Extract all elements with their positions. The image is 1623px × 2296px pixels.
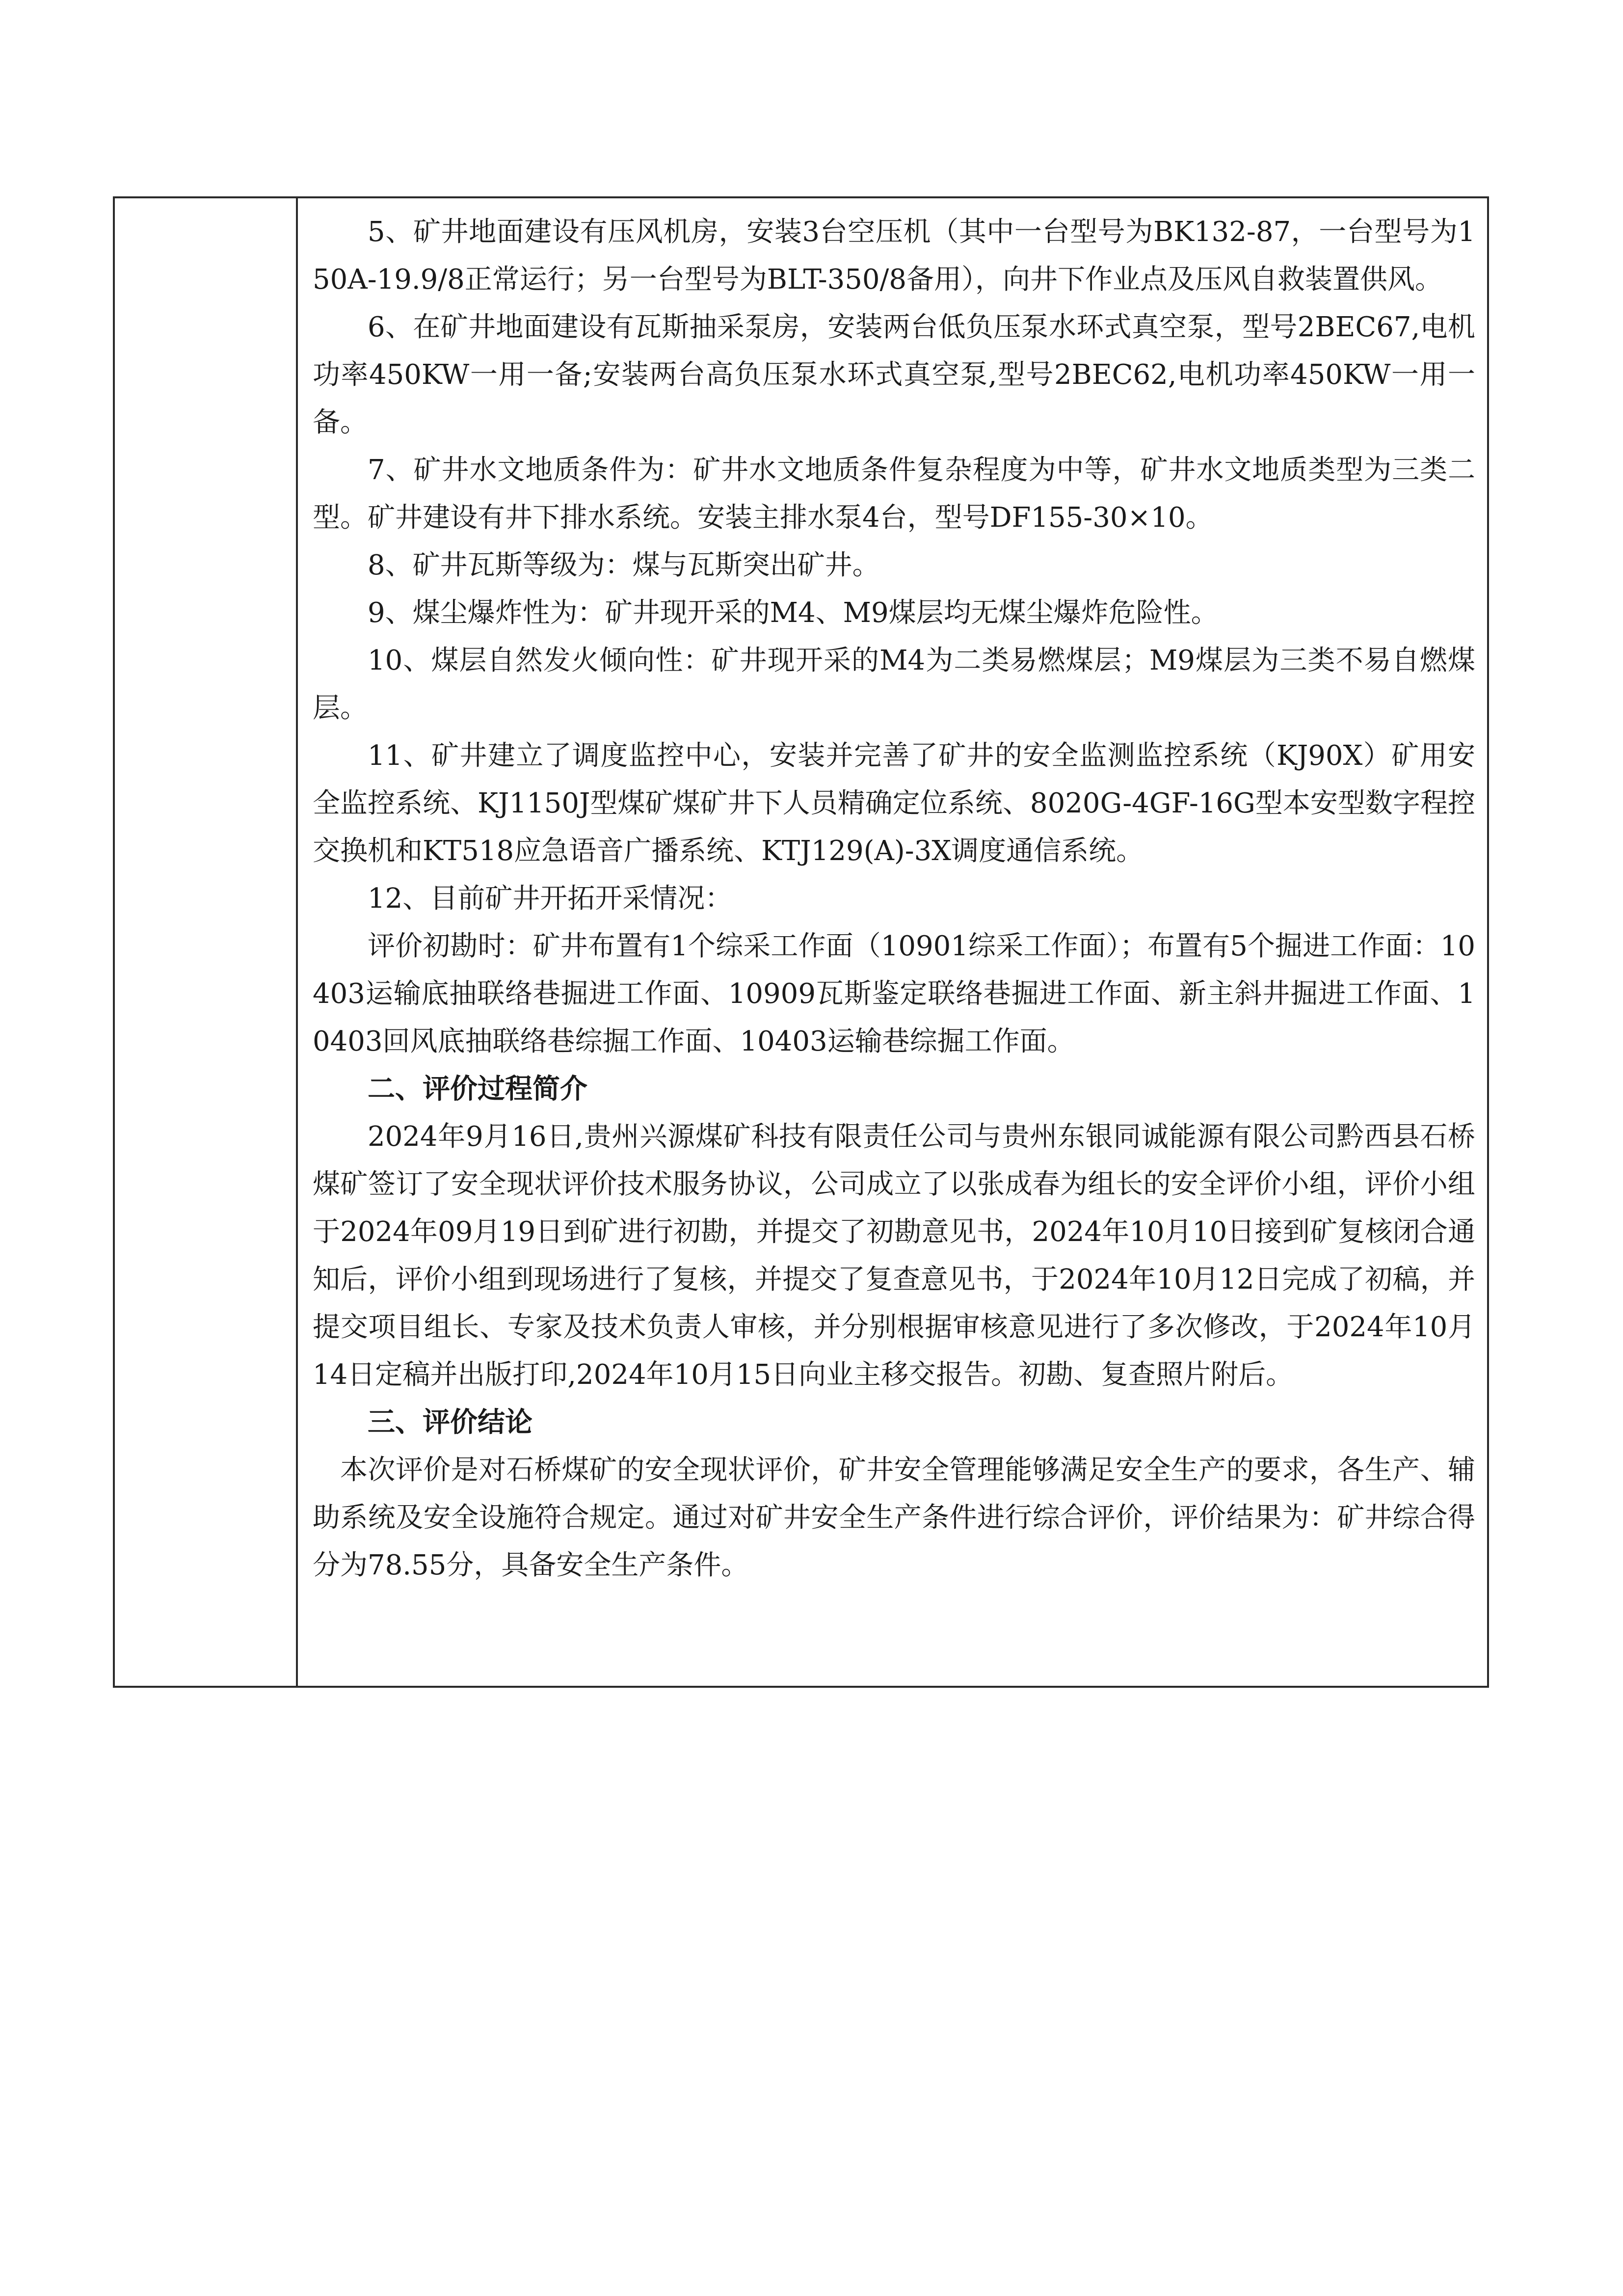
section-2-heading: 二、评价过程简介 [368,1073,587,1105]
initial-survey-paragraph: 评价初勘时：矿井布置有1个综采工作面（10901综采工作面）；布置有5个掘进工作面：10403运输底抽联络巷掘进工作面、10909瓦斯鉴定联络巷掘进工作面、新主斜井掘进工作面、10403回风底抽联络巷综掘工作面、10403运输巷综掘工作面。 [313,930,1475,1057]
item-10-paragraph: 10、煤层自然发火倾向性：矿井现开采的M4为二类易燃煤层；M9煤层为三类不易自燃煤层。 [313,645,1475,724]
table-label-cell [115,198,298,1686]
section-3-heading: 三、评价结论 [368,1406,532,1438]
section-3-text: 本次评价是对石桥煤矿的安全现状评价，矿井安全管理能够满足安全生产的要求，各生产、辅助系统及安全设施符合规定。通过对矿井安全生产条件进行综合评价，评价结果为：矿井综合得分为78.55分，具备安全生产条件。 [313,1454,1475,1581]
document-table [113,196,1489,1688]
item-11-paragraph: 11、矿井建立了调度监控中心，安装并完善了矿井的安全监测监控系统（KJ90X）矿用安全监控系统、KJ1150J型煤矿煤矿井下人员精确定位系统、8020G-4GF-16G型本安型数字程控交换机和KT518应急语音广播系统、KTJ129(A)-3X调度通信系统。 [313,740,1475,867]
item-6-paragraph: 6、在矿井地面建设有瓦斯抽采泵房，安装两台低负压泵水环式真空泵，型号2BEC67,电机功率450KW一用一备;安装两台高负压泵水环式真空泵,型号2BEC62,电机功率450KW一用一备。 [313,311,1475,438]
table-content-cell [298,198,1487,1686]
item-8-paragraph: 8、矿井瓦斯等级为：煤与瓦斯突出矿井。 [368,549,880,581]
item-5-paragraph: 5、矿井地面建设有压风机房，安装3台空压机（其中一台型号为BK132-87，一台型号为150A-19.9/8正常运行；另一台型号为BLT-350/8备用），向井下作业点及压风自救装置供风。 [313,216,1475,296]
item-12-paragraph: 12、目前矿井开拓开采情况： [368,883,733,915]
item-7-paragraph: 7、矿井水文地质条件为：矿井水文地质条件复杂程度为中等，矿井水文地质类型为三类二型。矿井建设有井下排水系统。安装主排水泵4台，型号DF155-30×10。 [313,454,1475,534]
section-2-text: 2024年9月16日,贵州兴源煤矿科技有限责任公司与贵州东银同诚能源有限公司黔西县石桥煤矿签订了安全现状评价技术服务协议，公司成立了以张成春为组长的安全评价小组，评价小组于2024年09月19日到矿进行初勘，并提交了初勘意见书，2024年10月10日接到矿复核闭合通知后，评价小组到现场进行了复核，并提交了复查意见书，于2024年10月12日完成了初稿，并提交项目组长、专家及技术负责人审核，并分别根据审核意见进行了多次修改，于2024年10月14日定稿并出版打印,2024年10月15日向业主移交报告。初勘、复查照片附后。 [313,1121,1475,1391]
item-9-paragraph: 9、煤尘爆炸性为：矿井现开采的M4、M9煤层均无煤尘爆炸危险性。 [368,597,1219,629]
